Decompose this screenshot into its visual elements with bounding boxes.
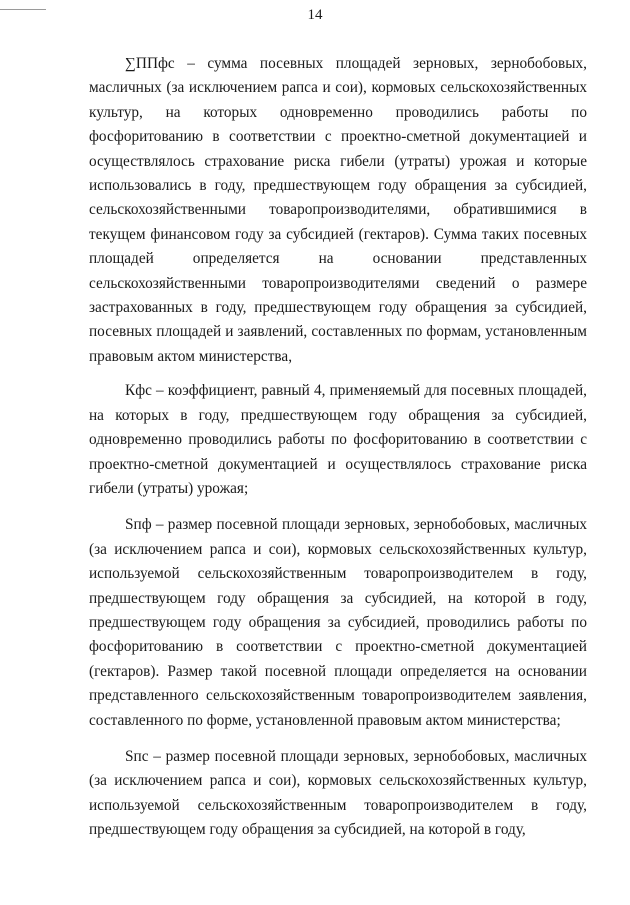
paragraph-area-spf: Sпф – размер посевной площади зерновых, зернобобовых, масличных (за исключением рапса и сои), кормовых сельскохозяйственных культур, используемой сельскохозяйственным товаропроизводителем в году, предшествующем году обращения за субсидией, на которой в году, предшествующем году обращения за субсидией, проводились работы по фосфоритованию в соответствии с проектно-сметной документацией (гектаров). Размер такой посевной площади определяется на основании представленного сельскохозяйственным товаропроизводителем заявления, составленного по форме, установленной правовым актом министерства; bbox=[89, 516, 587, 729]
document-body bbox=[89, 52, 587, 843]
page-number: 14 bbox=[307, 7, 323, 23]
paragraph-sum-sown-areas: ∑ППфс – сумма посевных площадей зерновых, зернобобовых, масличных (за исключением рапса и сои), кормовых сельскохозяйственных культур, на которых одновременно проводились работы по фосфоритованию в соответствии с проектно-сметной документацией и осуществлялось страхование риска гибели (утраты) урожая и которые использовались в году, предшествующем году обращения за субсидией, сельскохозяйственными товаропроизводителями, обратившимися в текущем финансовом году за субсидией (гектаров). Сумма таких посевных площадей определяется на основании представленных сельскохозяйственными товаропроизводителями сведений о размере застрахованных в году, предшествующем году обращения за субсидией, посевных площадей и заявлений, составленных по формам, установленным правовым актом министерства, bbox=[89, 55, 587, 365]
paragraph-coefficient-kfs: Кфс – коэффициент, равный 4, применяемый для посевных площадей, на которых в году, предшествующем году обращения за субсидией, одновременно проводились работы по фосфоритованию в соответствии с проектно-сметной документацией и осуществлялось страхование риска гибели (утраты) урожая; bbox=[89, 382, 587, 497]
paragraph-area-sps: Sпс – размер посевной площади зерновых, зернобобовых, масличных (за исключением рапса и сои), кормовых сельскохозяйственных культур, используемой сельскохозяйственным товаропроизводителем в году, предшествующем году обращения за субсидией, на которой в году, bbox=[89, 747, 587, 839]
